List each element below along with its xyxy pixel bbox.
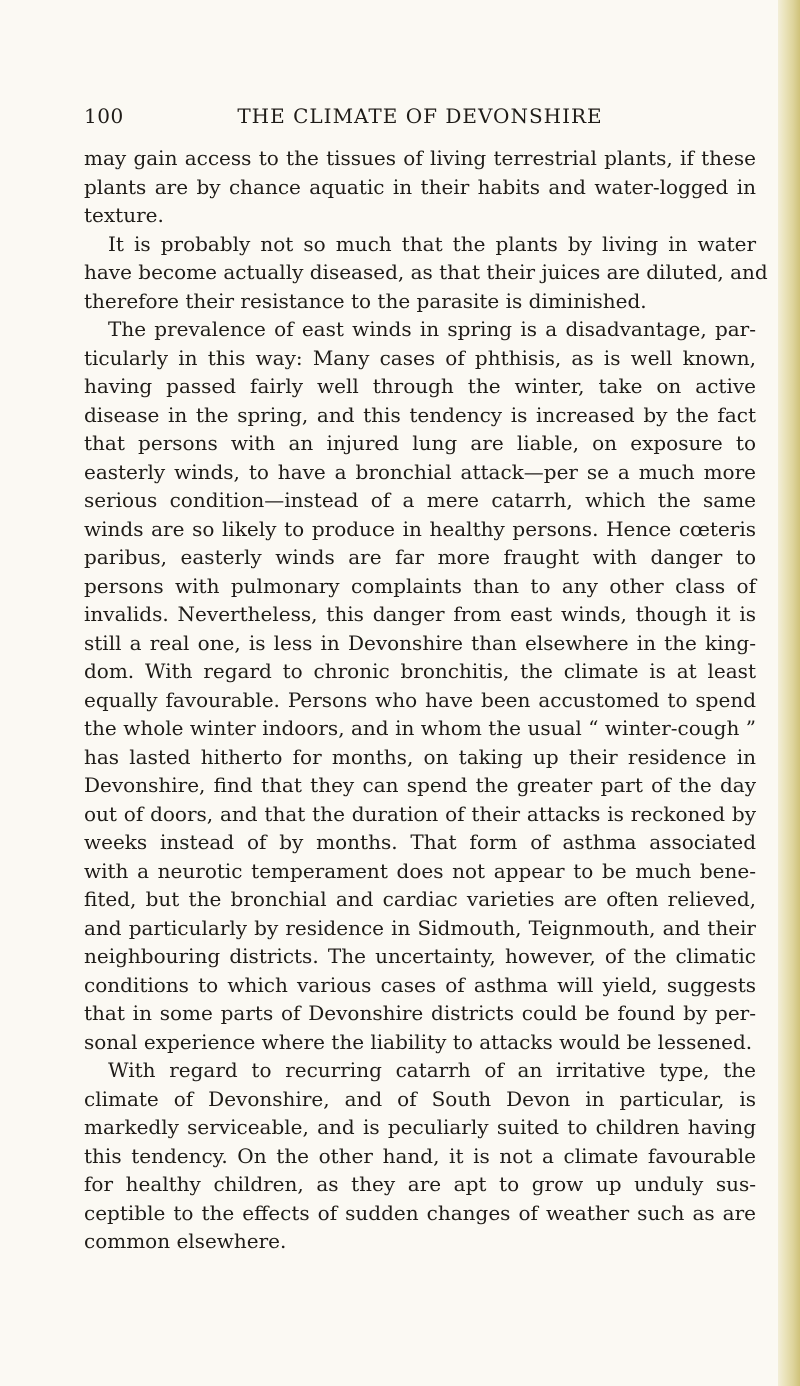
text-line: It is probably not so much that the plants by living in water: [108, 231, 756, 256]
text-line: climate of Devonshire, and of South Devon in particular, is: [84, 1086, 756, 1111]
text-line: fited, but the bronchial and cardiac varieties are often relieved,: [84, 887, 756, 911]
text-line: paribus, easterly winds are far more fraught with danger to: [84, 545, 756, 569]
text-line: out of doors, and that the duration of their attacks is reckoned by: [84, 801, 756, 826]
page-number: 100: [84, 104, 124, 128]
text-line: easterly winds, to have a bronchial attack—per se a much more: [84, 459, 756, 484]
running-title: THE CLIMATE OF DEVONSHIRE: [237, 104, 603, 128]
text-line: this tendency. On the other hand, it is not a climate favourable: [84, 1143, 756, 1168]
text-line: invalids. Nevertheless, this danger from east winds, though it is: [84, 602, 756, 626]
text-line: serious condition—instead of a mere catarrh, which the same: [84, 488, 756, 512]
text-line: The prevalence of east winds in spring is a disadvantage, par-: [108, 317, 756, 341]
page-edge: [778, 0, 800, 1386]
text-line: with a neurotic temperament does not appear to be much bene-: [84, 858, 756, 883]
text-line: still a real one, is less in Devonshire than elsewhere in the king-: [84, 630, 756, 655]
text-line: persons with pulmonary complaints than to any other class of: [84, 573, 756, 598]
text-line: ticularly in this way: Many cases of phthisis, as is well known,: [84, 345, 756, 370]
text-line: the whole winter indoors, and in whom the usual “ winter-cough ”: [84, 716, 756, 740]
text-line: equally favourable. Persons who have been accustomed to spend: [84, 687, 756, 712]
page-header: [84, 104, 756, 134]
text-line: has lasted hitherto for months, on taking up their residence in: [84, 744, 756, 769]
text-line: that persons with an injured lung are liable, on exposure to: [84, 431, 756, 455]
text-line: have become actually diseased, as that their juices are diluted, and: [84, 260, 768, 284]
text-line: winds are so likely to produce in healthy persons. Hence cœteris: [84, 516, 756, 541]
text-line: disease in the spring, and this tendency is increased by the fact: [84, 402, 756, 427]
text-line: texture.: [84, 203, 164, 227]
text-line: dom. With regard to chronic bronchitis, the climate is at least: [84, 659, 756, 683]
text-line: conditions to which various cases of asthma will yield, suggests: [84, 972, 756, 997]
text-line: therefore their resistance to the parasite is diminished.: [84, 288, 647, 313]
text-line: common elsewhere.: [84, 1229, 287, 1253]
text-line: sonal experience where the liability to attacks would be lessened.: [84, 1029, 753, 1054]
text-line: may gain access to the tissues of living terrestrial plants, if these: [84, 146, 756, 170]
text-line: Devonshire, find that they can spend the greater part of the day: [84, 773, 756, 797]
text-line: ceptible to the effects of sudden changes of weather such as are: [84, 1200, 756, 1225]
text-line: for healthy children, as they are apt to grow up unduly sus-: [84, 1172, 756, 1196]
text-line: With regard to recurring catarrh of an irritative type, the: [108, 1058, 756, 1082]
text-line: that in some parts of Devonshire districts could be found by per-: [84, 1001, 756, 1025]
text-line: and particularly by residence in Sidmouth, Teignmouth, and their: [84, 915, 756, 940]
text-line: plants are by chance aquatic in their habits and water-logged in: [84, 174, 756, 199]
body-text: [84, 144, 768, 1256]
text-line: markedly serviceable, and is peculiarly suited to children having: [84, 1115, 756, 1139]
text-line: weeks instead of by months. That form of asthma associated: [84, 830, 756, 854]
text-line: having passed fairly well through the winter, take on active: [84, 374, 756, 398]
text-line: neighbouring districts. The uncertainty, however, of the climatic: [84, 944, 756, 968]
